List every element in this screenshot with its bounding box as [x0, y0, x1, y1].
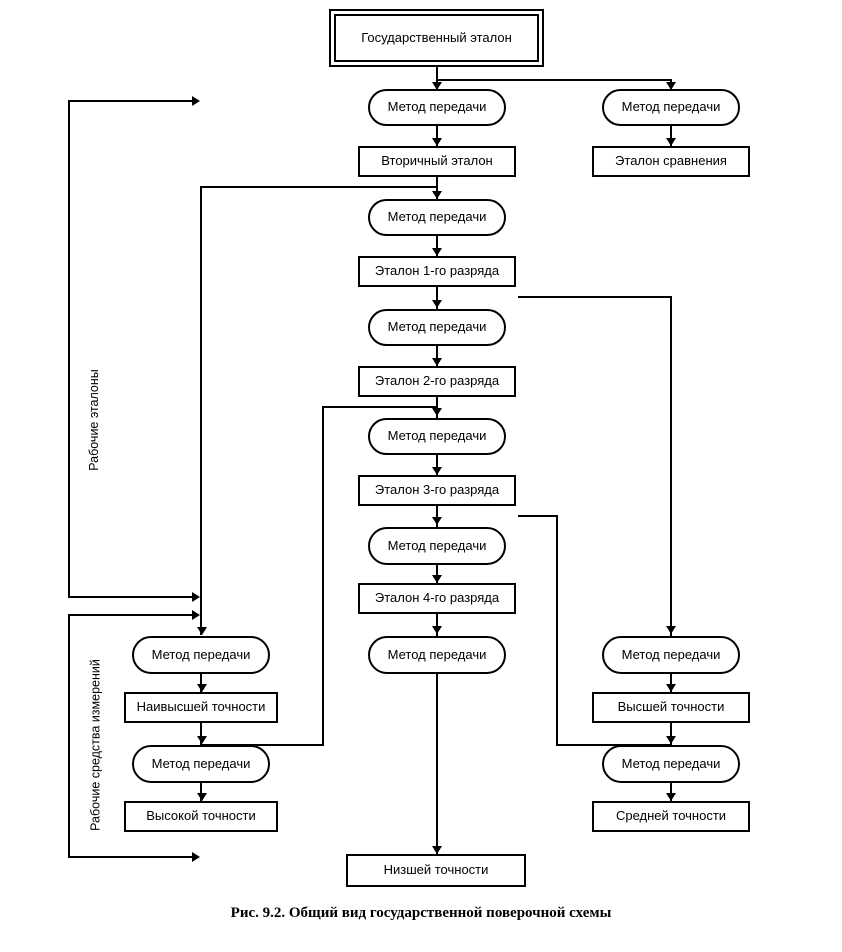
line-ws-rail-bottom [68, 596, 194, 598]
line-r1-right-h [518, 296, 672, 298]
node-method-2-label: Метод передачи [387, 209, 487, 225]
line-wmi-rail-v [68, 614, 70, 858]
node-method-left-2-label: Метод передачи [151, 755, 251, 771]
node-method-5[interactable] [368, 527, 506, 565]
line-secondary-left-h [200, 186, 436, 188]
arrow-wmi-rail-bottom [192, 852, 200, 862]
arrow-to-m4 [432, 408, 442, 416]
arrow-to-r3 [432, 467, 442, 475]
node-method-right-2-label: Метод передачи [621, 755, 721, 771]
node-method-left-2[interactable] [132, 745, 270, 783]
node-state-standard[interactable] [334, 14, 539, 62]
arrow-to-mcb [432, 626, 442, 634]
node-lowest-accuracy[interactable] [346, 854, 526, 887]
line-wmi-rail-bottom [68, 856, 194, 858]
node-medium-accuracy-label: Средней точности [615, 808, 727, 824]
node-standard-rank3-label: Эталон 3-го разряда [374, 482, 500, 498]
node-method-center-bottom-label: Метод передачи [387, 646, 487, 662]
node-method-top-left[interactable] [368, 89, 506, 126]
figure-caption-text: Рис. 9.2. Общий вид государственной поверочной схемы [230, 905, 612, 921]
line-r3-right-v [556, 515, 558, 745]
node-highest-accuracy-label: Наивысшей точности [136, 699, 266, 715]
label-working-measuring-instruments-text: Рабочие средства измерений [88, 659, 103, 831]
arrow-to-higher-accuracy [666, 684, 676, 692]
node-state-standard-label: Государственный эталон [361, 29, 512, 45]
node-method-right-1[interactable] [602, 636, 740, 674]
arrow-to-r2 [432, 358, 442, 366]
arrow-to-r1 [432, 248, 442, 256]
line-state-down [436, 62, 438, 80]
node-method-2[interactable] [368, 199, 506, 236]
node-method-right-2[interactable] [602, 745, 740, 783]
node-method-right-1-label: Метод передачи [621, 646, 721, 662]
arrow-ws-rail-top [192, 96, 200, 106]
arrow-to-method-left-1 [197, 627, 207, 635]
line-wmi-rail-top [68, 614, 194, 616]
node-comparison-standard-label: Эталон сравнения [615, 153, 727, 169]
node-high-accuracy-left-label: Высокой точности [146, 808, 256, 824]
arrow-to-m5 [432, 517, 442, 525]
line-ws-rail-top [68, 100, 194, 102]
node-method-3-label: Метод передачи [387, 319, 487, 335]
node-method-4-label: Метод передачи [387, 428, 487, 444]
arrow-to-method-right-1 [666, 626, 676, 634]
node-comparison-standard[interactable] [592, 146, 750, 177]
line-r1-right-v [670, 296, 672, 636]
arrow-ws-rail-bottom [192, 592, 200, 602]
node-method-4[interactable] [368, 418, 506, 455]
node-standard-rank4[interactable] [358, 583, 516, 614]
node-method-top-left-label: Метод передачи [387, 99, 487, 115]
arrow-to-m2 [432, 191, 442, 199]
line-mcb-to-lowest [436, 674, 438, 854]
node-method-3[interactable] [368, 309, 506, 346]
node-method-center-bottom[interactable] [368, 636, 506, 674]
arrow-to-r4 [432, 575, 442, 583]
node-method-left-1[interactable] [132, 636, 270, 674]
arrow-to-comparison [666, 138, 676, 146]
arrow-wmi-rail-top [192, 610, 200, 620]
node-standard-rank1-label: Эталон 1-го разряда [374, 263, 500, 279]
node-higher-accuracy-right-label: Высшей точности [617, 699, 725, 715]
label-working-standards [87, 369, 101, 471]
node-standard-rank3[interactable] [358, 475, 516, 506]
arrow-to-method-right-2 [666, 736, 676, 744]
line-r3-right-h [518, 515, 558, 517]
node-method-5-label: Метод передачи [387, 537, 487, 553]
line-ws-rail-v [68, 100, 70, 598]
label-working-measuring-instruments [89, 659, 104, 831]
line-secondary-left-v [200, 186, 202, 635]
figure-caption [0, 905, 842, 922]
arrow-to-m3 [432, 300, 442, 308]
node-secondary-standard[interactable] [358, 146, 516, 177]
node-standard-rank4-label: Эталон 4-го разряда [374, 590, 500, 606]
node-standard-rank1[interactable] [358, 256, 516, 287]
arrow-to-medium-accuracy [666, 793, 676, 801]
node-method-left-1-label: Метод передачи [151, 646, 251, 662]
node-standard-rank2[interactable] [358, 366, 516, 397]
node-method-top-right-label: Метод передачи [621, 99, 721, 115]
arrow-to-secondary [432, 138, 442, 146]
node-higher-accuracy-right[interactable] [592, 692, 750, 723]
line-r2-left-h [322, 406, 436, 408]
line-state-hbar [436, 79, 672, 81]
arrow-to-lowest [432, 846, 442, 854]
node-method-top-right[interactable] [602, 89, 740, 126]
node-medium-accuracy[interactable] [592, 801, 750, 832]
line-r2-left-v [322, 406, 324, 746]
arrow-to-highest [197, 684, 207, 692]
node-highest-accuracy[interactable] [124, 692, 278, 723]
node-lowest-accuracy-label: Низшей точности [383, 862, 489, 878]
node-secondary-standard-label: Вторичный эталон [381, 153, 493, 169]
node-high-accuracy-left[interactable] [124, 801, 278, 832]
arrow-to-method-left-2 [197, 736, 207, 744]
node-standard-rank2-label: Эталон 2-го разряда [374, 373, 500, 389]
label-working-standards-text: Рабочие эталоны [87, 369, 101, 471]
arrow-to-high-accuracy [197, 793, 207, 801]
